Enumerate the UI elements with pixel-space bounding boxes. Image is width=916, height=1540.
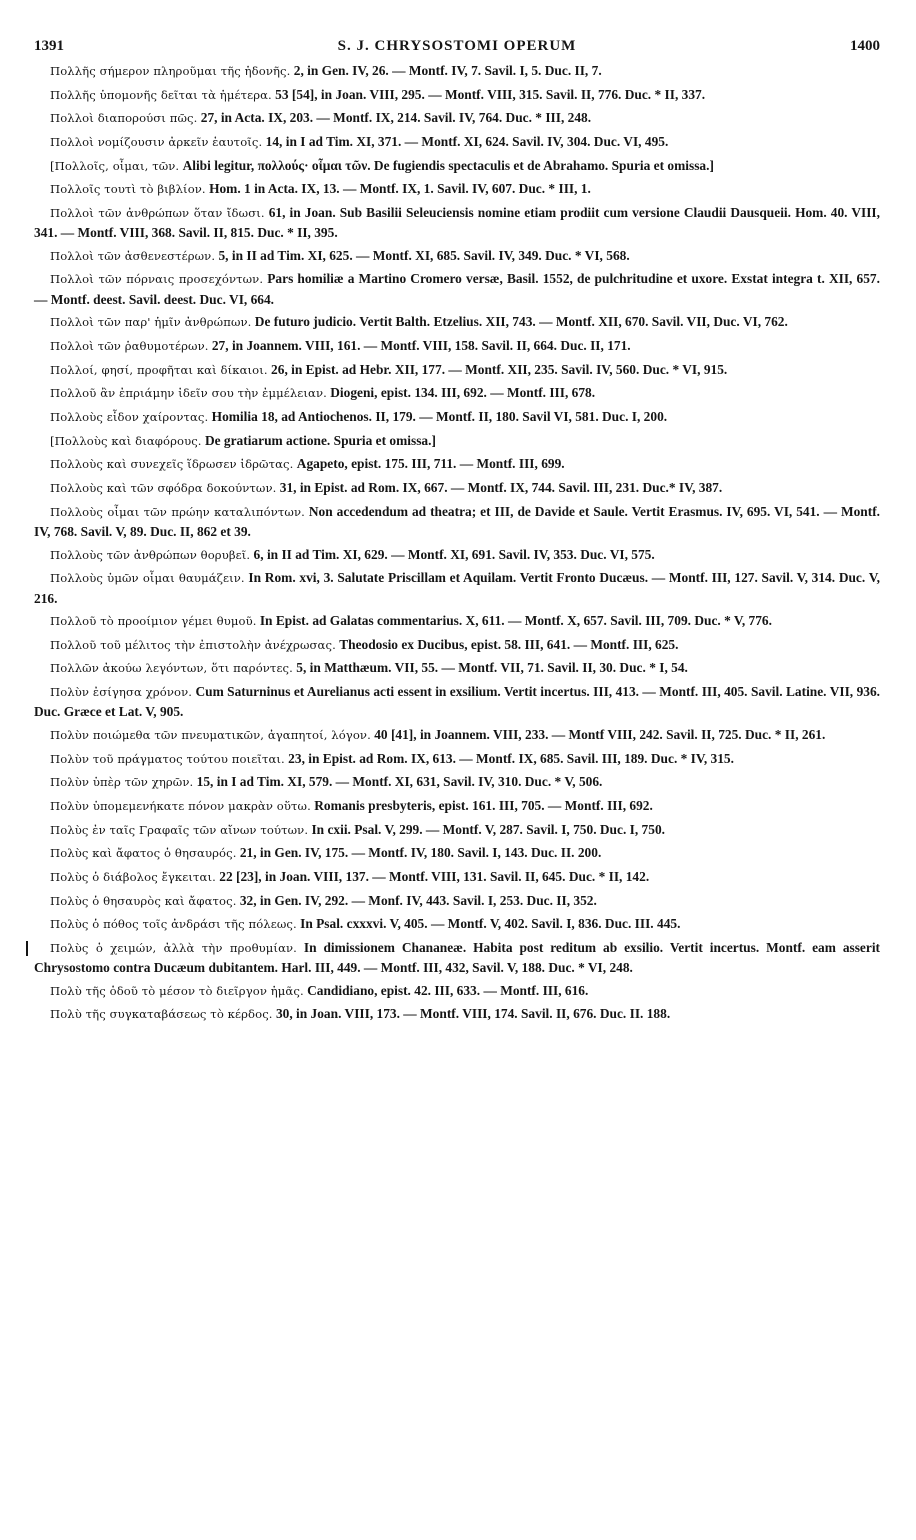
entry-reference: 22 [23], in Joan. VIII, 137. — Montf. VIII, 131. Savil. II, 645. Duc. * II, 142.	[215, 868, 650, 884]
index-entry	[34, 749, 880, 769]
entry-incipit: Πολλῆς σήμερον πληροῦμαι τῆς ἡδονῆς.	[50, 64, 291, 78]
entry-reference: 6, in II ad Tim. XI, 629. — Montf. XI, 691. Savil. IV, 353. Duc. VI, 575.	[250, 546, 655, 562]
index-entry	[34, 478, 880, 498]
entry-reference: 40 [41], in Joannem. VIII, 233. — Montf VIII, 242. Savil. II, 725. Duc. * II, 261.	[370, 727, 826, 743]
entry-incipit: Πολλοὶ νομίζουσιν ἀρκεῖν ἑαυτοῖς.	[50, 134, 263, 149]
entry-reference: De futuro judicio. Vertit Balth. Etzelius. XII, 743. — Montf. XII, 670. Savil. VII, Duc. VI, 762.	[251, 314, 788, 330]
entry-incipit: Πολλοῦ τοῦ μέλιτος τὴν ἐπιστολὴν ἀνέχρωσας.	[50, 637, 336, 652]
index-entry	[34, 203, 880, 243]
entry-reference: Non accedendum ad theatra; et III, de Davide et Saule. Vertit Erasmus. IV, 695. VI, 541. — Montf. IV, 768. Savil. V, 89. Duc. II, 862 et 39.	[34, 503, 880, 539]
entry-reference: 5, in Matthæum. VII, 55. — Montf. VII, 71. Savil. II, 30. Duc. * I, 54.	[292, 660, 688, 676]
running-header	[34, 38, 880, 60]
entry-incipit: Πολὺν ὑπὲρ τῶν χηρῶν.	[50, 775, 194, 790]
index-entry	[34, 179, 880, 199]
entry-reference: Homilia 18, ad Antiochenos. II, 179. — Montf. II, 180. Savil VI, 581. Duc. I, 200.	[208, 409, 668, 425]
entry-reference: Candidiano, epist. 42. III, 633. — Montf. III, 616.	[303, 982, 589, 998]
entry-incipit: Πολλοὶ τῶν ῥαθυμοτέρων.	[50, 339, 209, 354]
entry-reference: 21, in Gen. IV, 175. — Montf. IV, 180. Savil. I, 143. Duc. II. 200.	[236, 845, 602, 861]
entry-reference: 23, in Epist. ad Rom. IX, 613. — Montf. IX, 685. Savil. III, 189. Duc. * IV, 315.	[284, 750, 734, 766]
entry-incipit: Πολλοὶ τῶν ἀσθενεστέρων.	[50, 248, 216, 263]
entry-reference: 15, in I ad Tim. XI, 579. — Montf. XI, 631, Savil. IV, 310. Duc. * V, 506.	[193, 774, 603, 790]
index-entry	[34, 132, 880, 152]
index-entry	[34, 611, 880, 631]
entry-incipit: Πολλοῦ ἂν ἐπριάμην ἰδεῖν σου τὴν ἐμμέλειαν.	[50, 386, 327, 401]
entry-incipit: Πολὺς καὶ ἄφατος ὁ θησαυρός.	[50, 846, 237, 861]
index-entry	[34, 682, 880, 722]
entry-incipit: Πολὺν ὑπομεμενήκατε πόνον μακρὰν οὕτω.	[50, 799, 311, 814]
entry-incipit: Πολὺς ὁ διάβολος ἔγκειται.	[50, 869, 216, 884]
index-entry	[34, 938, 880, 978]
entry-reference: 2, in Gen. IV, 26. — Montf. IV, 7. Savil. I, 5. Duc. II, 7.	[290, 63, 602, 78]
index-entry	[34, 545, 880, 565]
running-title: S. J. CHRYSOSTOMI OPERUM	[337, 38, 577, 54]
index-entry	[34, 108, 880, 128]
index-entry	[34, 843, 880, 863]
entry-incipit: Πολλοί, φησί, προφῆται καὶ δίκαιοι.	[50, 362, 268, 377]
entry-incipit: Πολλοὶ τῶν ἀνθρώπων ὅταν ἴδωσι.	[50, 205, 265, 220]
index-entry	[34, 383, 880, 403]
index-entries	[34, 61, 880, 1025]
entry-reference: 31, in Epist. ad Rom. IX, 667. — Montf. IX, 744. Savil. III, 231. Duc.* IV, 387.	[276, 479, 723, 495]
entry-incipit: Πολλοὺς τῶν ἀνθρώπων θορυβεῖ.	[50, 547, 251, 562]
page-number-right: 1400	[850, 38, 880, 54]
entry-reference: 5, in II ad Tim. XI, 625. — Montf. XI, 685. Savil. IV, 349. Duc. * VI, 568.	[215, 247, 630, 263]
entry-incipit: Πολλοῦ τὸ προοίμιον γέμει θυμοῦ.	[50, 614, 257, 629]
entry-incipit: Πολὺν τοῦ πράγματος τούτου ποιεῖται.	[50, 751, 285, 766]
entry-incipit: Πολὺς ὁ θησαυρὸς καὶ ἄφατος.	[50, 893, 237, 908]
entry-incipit: Πολλοὶ τῶν πόρναις προσεχόντων.	[50, 272, 264, 287]
entry-reference: 53 [54], in Joan. VIII, 295. — Montf. VIII, 315. Savil. II, 776. Duc. * II, 337.	[271, 86, 706, 102]
index-entry	[34, 454, 880, 474]
entry-reference: 14, in I ad Tim. XI, 371. — Montf. XI, 624. Savil. IV, 304. Duc. VI, 495.	[262, 133, 669, 149]
index-entry	[34, 407, 880, 427]
entry-reference: Pars homiliæ a Martino Cromero versæ, Basil. 1552, de pulchritudine et uxore. Exstat integra t. XII, 657. — Montf. deest. Savil. deest. Duc. VI, 664.	[34, 271, 880, 307]
index-entry	[34, 725, 880, 745]
index-entry	[34, 891, 880, 911]
index-entry	[34, 431, 880, 451]
entry-incipit: Πολλοὺς καὶ συνεχεῖς ἵδρωσεν ἱδρῶτας.	[50, 457, 294, 472]
entry-incipit: Πολλοὶ διαπορούσι πῶς.	[50, 111, 198, 126]
entry-reference: Hom. 1 in Acta. IX, 13. — Montf. IX, 1. Savil. IV, 607. Duc. * III, 1.	[205, 181, 591, 197]
index-entry	[34, 796, 880, 816]
entry-incipit: Πολὺς ὁ χειμών, ἀλλὰ τὴν προθυμίαν.	[50, 940, 297, 955]
index-entry	[34, 336, 880, 356]
index-entry	[34, 1004, 880, 1024]
index-entry	[34, 867, 880, 887]
entry-reference: Cum Saturninus et Aurelianus acti essent in exsilium. Vertit incertus. III, 413. — Montf. III, 405. Savil. Latine. VII, 936. Duc. Græce et Lat. V, 905.	[34, 684, 880, 720]
entry-incipit: Πολλοὺς οἶμαι τῶν πρώην καταλιπόντων.	[50, 504, 305, 519]
index-entry	[34, 502, 880, 542]
entry-reference: In Epist. ad Galatas commentarius. X, 611. — Montf. X, 657. Savil. III, 709. Duc. * V, 776.	[256, 613, 772, 629]
index-entry	[34, 820, 880, 840]
index-entry	[34, 269, 880, 309]
index-entry	[34, 246, 880, 266]
entry-incipit: Πολλοῖς τουτὶ τὸ βιβλίον.	[50, 182, 206, 197]
entry-incipit: Πολλῶν ἀκούω λεγόντων, ὅτι παρόντες.	[50, 661, 293, 676]
page-number-left: 1391	[34, 38, 64, 54]
index-entry	[34, 981, 880, 1001]
entry-reference: 27, in Joannem. VIII, 161. — Montf. VIII, 158. Savil. II, 664. Duc. II, 171.	[208, 338, 631, 354]
entry-reference: De gratiarum actione. Spuria et omissa.]	[201, 432, 436, 448]
entry-reference: Theodosio ex Ducibus, epist. 58. III, 641. — Montf. III, 625.	[335, 636, 679, 652]
entry-reference: 26, in Epist. ad Hebr. XII, 177. — Montf. XII, 235. Savil. IV, 560. Duc. * VI, 915.	[267, 361, 728, 377]
entry-reference: 30, in Joan. VIII, 173. — Montf. VIII, 174. Savil. II, 676. Duc. II. 188.	[272, 1006, 671, 1022]
entry-reference: 27, in Acta. IX, 203. — Montf. IX, 214. Savil. IV, 764. Duc. * III, 248.	[197, 110, 592, 126]
entry-reference: In cxii. Psal. V, 299. — Montf. V, 287. Savil. I, 750. Duc. I, 750.	[308, 821, 665, 837]
index-entry	[34, 85, 880, 105]
index-entry	[34, 156, 880, 176]
entry-incipit: Πολλοὺς ὑμῶν οἶμαι θαυμάζειν.	[50, 571, 245, 586]
entry-incipit: Πολὺς ἐν ταῖς Γραφαῖς τῶν αἴνων τούτων.	[50, 822, 309, 837]
entry-incipit: [Πολλοὺς καὶ διαφόρους.	[50, 433, 202, 448]
entry-incipit: Πολλοὺς εἶδον χαίροντας.	[50, 410, 209, 425]
index-entry	[34, 61, 880, 81]
index-entry	[34, 772, 880, 792]
entry-reference: Diogeni, epist. 134. III, 692. — Montf. III, 678.	[326, 385, 596, 401]
index-entry	[34, 658, 880, 678]
entry-reference: Alibi legitur, πολλούς· οἶμαι τῶν. De fugiendis spectaculis et de Abrahamo. Spuria et omissa.]	[179, 157, 714, 173]
entry-reference: In Psal. cxxxvi. V, 405. — Montf. V, 402. Savil. I, 836. Duc. III. 445.	[296, 916, 681, 932]
entry-incipit: [Πολλοῖς, οἶμαι, τῶν.	[50, 158, 180, 173]
entry-incipit: Πολὺν ἐσίγησα χρόνον.	[50, 685, 193, 700]
entry-incipit: Πολὺς ὁ πόθος τοῖς ἀνδράσι τῆς πόλεως.	[50, 917, 297, 932]
entry-incipit: Πολλοὶ τῶν παρ' ἡμῖν ἀνθρώπων.	[50, 315, 252, 330]
entry-incipit: Πολὺ τῆς ὁδοῦ τὸ μέσον τὸ διεῖργον ἡμᾶς.	[50, 983, 304, 998]
index-entry	[34, 360, 880, 380]
index-entry	[34, 914, 880, 934]
entry-incipit: Πολὺν ποιώμεθα τῶν πνευματικῶν, ἀγαπητοί, λόγον.	[50, 728, 371, 743]
entry-incipit: Πολὺ τῆς συγκαταβάσεως τὸ κέρδος.	[50, 1007, 273, 1022]
entry-incipit: Πολλῆς ὑπομονῆς δεῖται τὰ ἡμέτερα.	[50, 87, 272, 102]
entry-incipit: Πολλοὺς καὶ τῶν σφόδρα δοκούντων.	[50, 480, 277, 495]
index-entry	[34, 312, 880, 332]
entry-reference: In Rom. xvi, 3. Salutate Priscillam et Aquilam. Vertit Fronto Ducæus. — Montf. III, 127. Savil. V, 314. Duc. V, 216.	[34, 570, 880, 606]
index-entry	[34, 635, 880, 655]
entry-reference: 32, in Gen. IV, 292. — Monf. IV, 443. Savil. I, 253. Duc. II, 352.	[236, 892, 597, 908]
entry-reference: 61, in Joan. Sub Basilii Seleuciensis nomine etiam prodiit cum versione Claudii Dausqueii. Hom. 40. VIII, 341. — Montf. VIII, 368. Savil. II, 815. Duc. * II, 395.	[34, 204, 880, 241]
entry-reference: Romanis presbyteris, epist. 161. III, 705. — Montf. III, 692.	[310, 798, 653, 814]
index-entry	[34, 568, 880, 608]
entry-reference: Agapeto, epist. 175. III, 711. — Montf. III, 699.	[293, 456, 565, 472]
entry-reference: In dimissionem Chananeæ. Habita post reditum ab exsilio. Vertit incertus. Montf. eam asserit Chrysostomo contra Ducæum dubitantem. Harl. III, 449. — Montf. III, 432, Savil. V, 188. Duc. * VI, 248.	[34, 939, 880, 976]
